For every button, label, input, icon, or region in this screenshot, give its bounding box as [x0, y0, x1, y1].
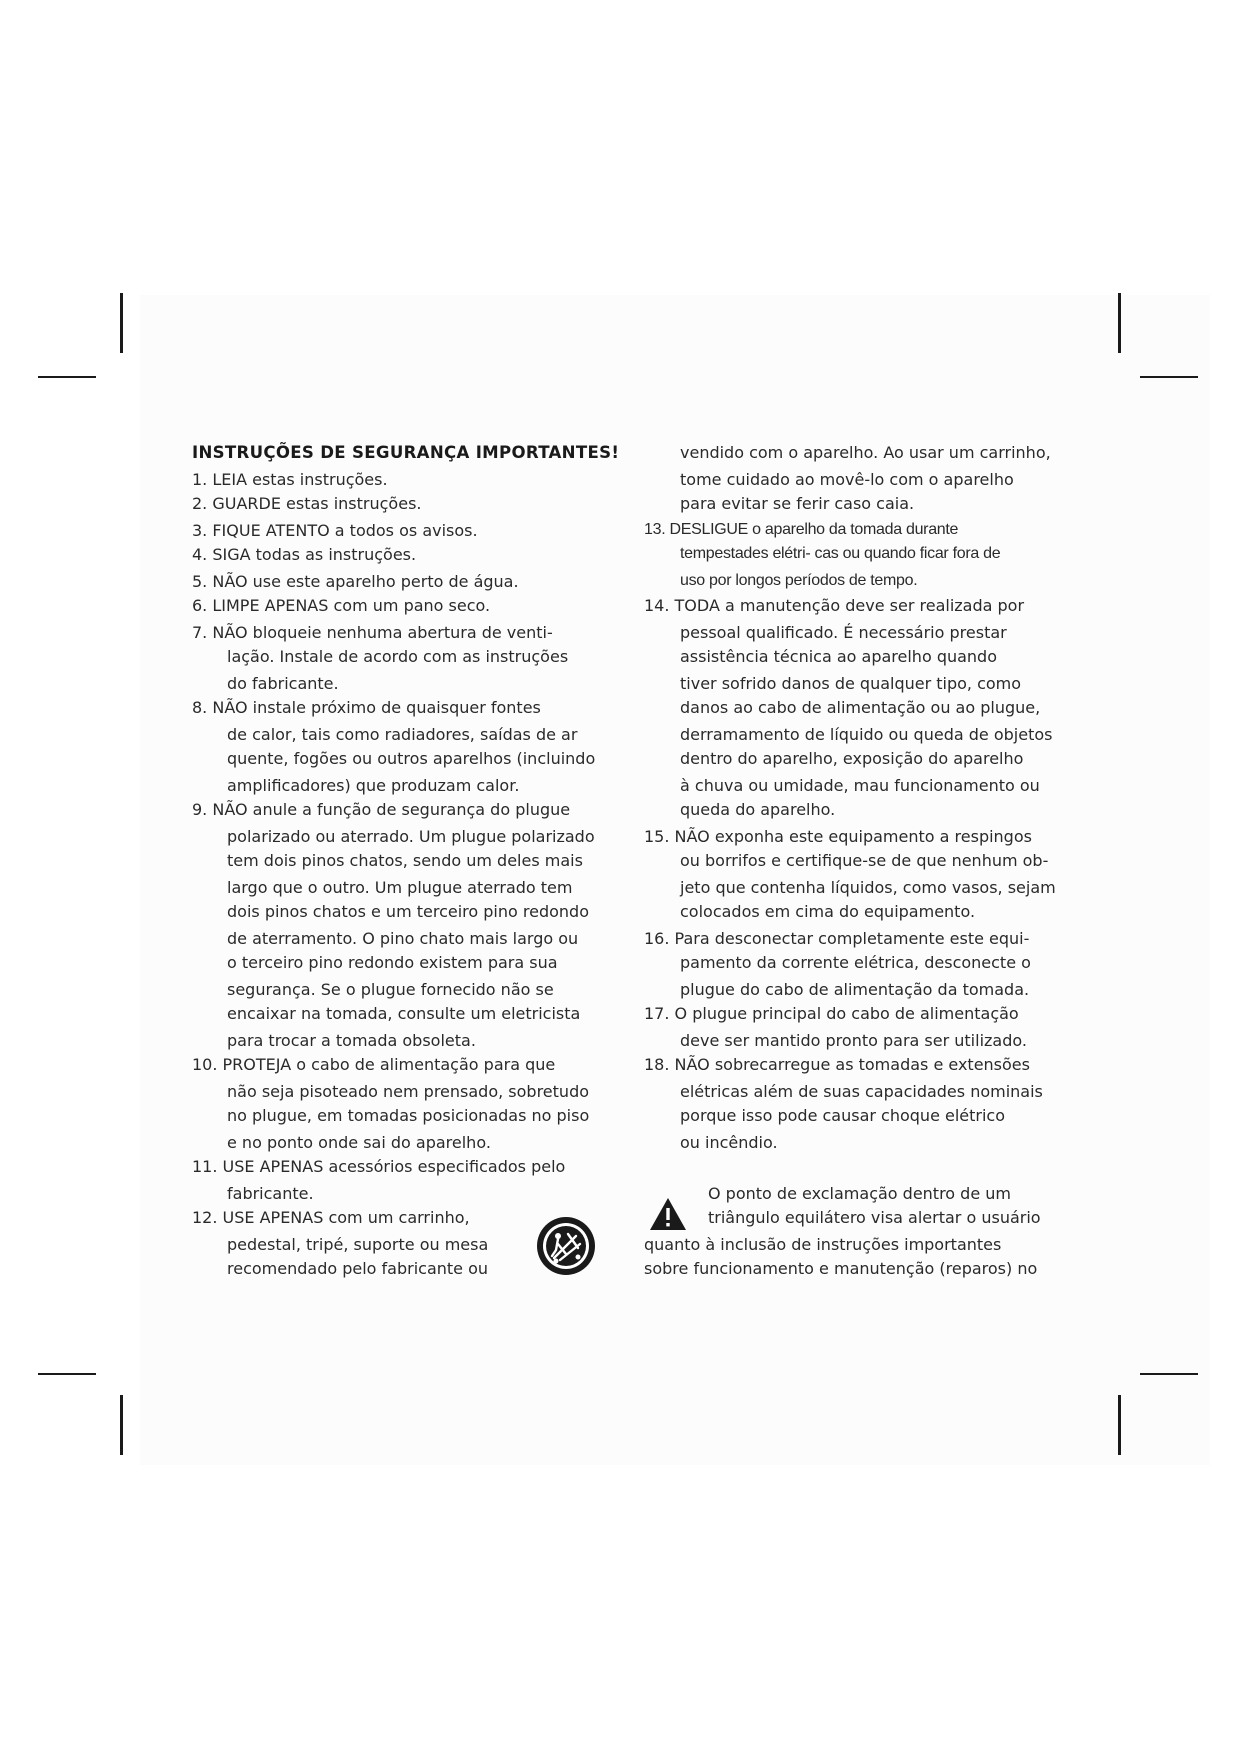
instruction-line: 11. USE APENAS acessórios especificados pelo: [192, 1157, 566, 1176]
instruction-line: fabricante.: [227, 1184, 314, 1203]
instruction-line: colocados em cima do equipamento.: [680, 902, 976, 921]
instruction-line: tempestades elétri- cas ou quando ficar fora de: [680, 545, 1001, 562]
instruction-line: uso por longos períodos de tempo.: [680, 572, 918, 589]
instruction-line: de calor, tais como radiadores, saídas de ar: [227, 725, 578, 744]
instruction-line: encaixar na tomada, consulte um eletricista: [227, 1004, 581, 1023]
instruction-line: derramamento de líquido ou queda de objetos: [680, 725, 1053, 744]
instruction-line: 4. SIGA todas as instruções.: [192, 545, 417, 564]
caution-text-line: O ponto de exclamação dentro de um: [708, 1184, 1011, 1203]
crop-mark-top-right-horizontal: [1140, 376, 1198, 378]
caution-text-line: sobre funcionamento e manutenção (reparos) no: [644, 1259, 1038, 1278]
instruction-line: 17. O plugue principal do cabo de alimentação: [644, 1004, 1019, 1023]
instruction-line: 2. GUARDE estas instruções.: [192, 494, 422, 513]
instruction-line: dois pinos chatos e um terceiro pino redondo: [227, 902, 589, 921]
instruction-line: pessoal qualificado. É necessário prestar: [680, 623, 1007, 642]
instruction-line: tome cuidado ao movê-lo com o aparelho: [680, 470, 1014, 489]
caution-text-line: quanto à inclusão de instruções importantes: [644, 1235, 1002, 1254]
instruction-line: no plugue, em tomadas posicionadas no piso: [227, 1106, 590, 1125]
caution-text-line: triângulo equilátero visa alertar o usuário: [708, 1208, 1041, 1227]
instruction-line: tiver sofrido danos de qualquer tipo, como: [680, 674, 1022, 693]
instruction-line: lação. Instale de acordo com as instruções: [227, 647, 569, 666]
instruction-line: elétricas além de suas capacidades nominais: [680, 1082, 1043, 1101]
instruction-line: queda do aparelho.: [680, 800, 836, 819]
crop-mark-top-right-vertical: [1118, 293, 1121, 353]
instruction-line: do fabricante.: [227, 674, 339, 693]
instruction-line: 12. USE APENAS com um carrinho,: [192, 1208, 470, 1227]
instruction-line: vendido com o aparelho. Ao usar um carrinho,: [680, 443, 1051, 462]
instruction-line: 18. NÃO sobrecarregue as tomadas e extensões: [644, 1055, 1030, 1074]
instruction-line: 7. NÃO bloqueie nenhuma abertura de venti-: [192, 623, 553, 642]
instruction-line: assistência técnica ao aparelho quando: [680, 647, 997, 666]
instruction-line: 10. PROTEJA o cabo de alimentação para que: [192, 1055, 556, 1074]
instruction-line: danos ao cabo de alimentação ou ao plugue,: [680, 698, 1041, 717]
instruction-line: largo que o outro. Um plugue aterrado tem: [227, 878, 573, 897]
cart-tip-over-warning-icon: [534, 1214, 598, 1278]
warning-triangle-icon: [648, 1196, 688, 1232]
instruction-line: jeto que contenha líquidos, como vasos, sejam: [680, 878, 1056, 897]
instruction-line: 13. DESLIGUE o aparelho da tomada durante: [644, 521, 959, 538]
crop-mark-bottom-left-vertical: [120, 1395, 123, 1455]
instruction-line: pamento da corrente elétrica, desconecte o: [680, 953, 1031, 972]
instruction-line: 15. NÃO exponha este equipamento a respingos: [644, 827, 1032, 846]
instruction-line: dentro do aparelho, exposição do aparelho: [680, 749, 1024, 768]
crop-mark-bottom-right-vertical: [1118, 1395, 1121, 1455]
instruction-line: 3. FIQUE ATENTO a todos os avisos.: [192, 521, 478, 540]
instruction-line: 14. TODA a manutenção deve ser realizada por: [644, 596, 1025, 615]
instruction-line: 5. NÃO use este aparelho perto de água.: [192, 572, 519, 591]
instruction-line: para trocar a tomada obsoleta.: [227, 1031, 476, 1050]
instruction-line: o terceiro pino redondo existem para sua: [227, 953, 558, 972]
instruction-line: e no ponto onde sai do aparelho.: [227, 1133, 491, 1152]
instruction-line: recomendado pelo fabricante ou: [227, 1259, 489, 1278]
instruction-line: ou borrifos e certifique-se de que nenhum ob-: [680, 851, 1049, 870]
instruction-line: 6. LIMPE APENAS com um pano seco.: [192, 596, 491, 615]
instruction-line: ou incêndio.: [680, 1133, 778, 1152]
crop-mark-top-left-vertical: [120, 293, 123, 353]
instruction-line: polarizado ou aterrado. Um plugue polarizado: [227, 827, 595, 846]
instruction-line: 1. LEIA estas instruções.: [192, 470, 388, 489]
instruction-line: 16. Para desconectar completamente este equi-: [644, 929, 1030, 948]
instruction-line: plugue do cabo de alimentação da tomada.: [680, 980, 1030, 999]
instruction-line: à chuva ou umidade, mau funcionamento ou: [680, 776, 1040, 795]
instruction-line: segurança. Se o plugue fornecido não se: [227, 980, 554, 999]
instruction-line: tem dois pinos chatos, sendo um deles mais: [227, 851, 583, 870]
instruction-line: não seja pisoteado nem prensado, sobretudo: [227, 1082, 590, 1101]
instruction-line: para evitar se ferir caso caia.: [680, 494, 915, 513]
instruction-line: quente, fogões ou outros aparelhos (incluindo: [227, 749, 596, 768]
crop-mark-top-left-horizontal: [38, 376, 96, 378]
instruction-line: pedestal, tripé, suporte ou mesa: [227, 1235, 489, 1254]
instruction-line: deve ser mantido pronto para ser utilizado.: [680, 1031, 1027, 1050]
crop-mark-bottom-left-horizontal: [38, 1373, 96, 1375]
instruction-line: amplificadores) que produzam calor.: [227, 776, 520, 795]
safety-heading: INSTRUÇÕES DE SEGURANÇA IMPORTANTES!: [192, 443, 620, 462]
instruction-line: de aterramento. O pino chato mais largo ou: [227, 929, 579, 948]
instruction-line: porque isso pode causar choque elétrico: [680, 1106, 1006, 1125]
instruction-line: 8. NÃO instale próximo de quaisquer fontes: [192, 698, 541, 717]
crop-mark-bottom-right-horizontal: [1140, 1373, 1198, 1375]
instruction-line: 9. NÃO anule a função de segurança do plugue: [192, 800, 571, 819]
